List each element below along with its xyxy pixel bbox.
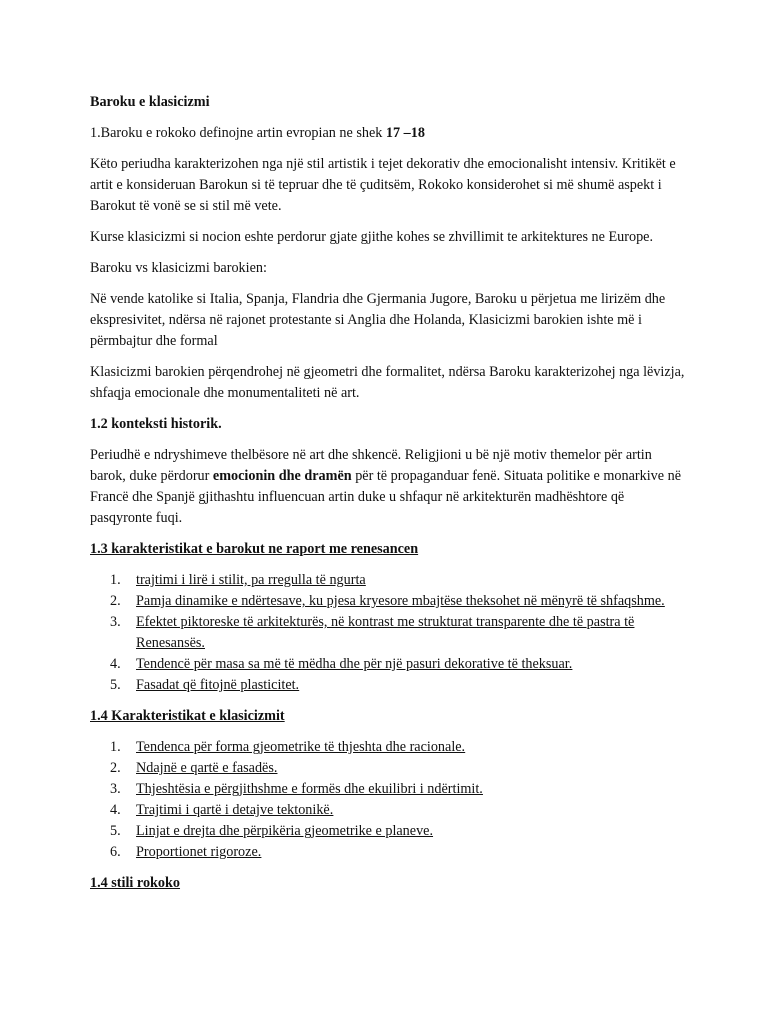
intro-centuries: 17 –18 bbox=[385, 125, 425, 141]
list-item: 2. Pamja dinamike e ndërtesave, ku pjesa kryesore mbajtëse theksohet në mënyrë të shfaqshme. bbox=[110, 593, 665, 609]
paragraph-baroque-vs: Baroku vs klasicizmi barokien: bbox=[90, 260, 267, 276]
classicism-characteristics-list bbox=[90, 737, 690, 863]
section-heading-rococo: 1.4 stili rokoko bbox=[90, 875, 181, 891]
paragraph-regions: Në vende katolike si Italia, Spanja, Flandria dhe Gjermania Jugore, Baroku u përjetua me lirizëm dhe ekspresivitet, ndërsa në rajonet protestante si Anglia dhe Holanda, Klasicizmi barokien ishte më i përmbajtur dhe formal bbox=[90, 291, 666, 349]
list-item: 1. Tendenca për forma gjeometrike të thjeshta dhe racionale. bbox=[110, 739, 466, 755]
list-item: 1. trajtimi i lirë i stilit, pa rregulla të ngurta bbox=[110, 572, 366, 588]
history-text-b: për të propaganduar fenë. Situata politike e monarkive në Francë dhe Spanjë gjithashtu influencuan artin duke u shfaqur në arkitekturën madhështore që pasqyronte fuqi. bbox=[90, 468, 681, 526]
list-item: 6. Proportionet rigoroze. bbox=[110, 844, 262, 860]
document-title: Baroku e klasicizmi bbox=[90, 94, 210, 110]
paragraph-styles: Këto periudha karakterizohen nga një stil artistik i tejet dekorativ dhe emocionalisht intensiv. Kritikët e artit e konsideruan Barokun si të tepruar dhe të çuditsëm, Rokoko konsiderohet si më shumë aspekt i Barokut të vonë se si stil më vete. bbox=[90, 156, 676, 214]
baroque-characteristics-list bbox=[90, 570, 690, 696]
section-heading-classicism-characteristics: 1.4 Karakteristikat e klasicizmit bbox=[90, 708, 285, 724]
list-item: 5. Fasadat që fitojnë plasticitet. bbox=[110, 677, 300, 693]
section-heading-historical-context: 1.2 konteksti historik. bbox=[90, 416, 222, 432]
paragraph-history bbox=[90, 445, 690, 529]
intro-text: 1.Baroku e rokoko definojne artin evropian ne shek bbox=[90, 125, 386, 141]
list-item: 4. Trajtimi i qartë i detajve tektonikë. bbox=[110, 802, 334, 818]
list-item: 3. Thjeshtësia e përgjithshme e formës dhe ekuilibri i ndërtimit. bbox=[110, 781, 483, 797]
section-heading-baroque-characteristics: 1.3 karakteristikat e barokut ne raport me renesancen bbox=[90, 541, 419, 557]
history-text-a: Periudhë e ndryshimeve thelbësore në art dhe shkencë. Religjioni u bë një motiv themelor për artin barok, duke përdorur bbox=[90, 447, 652, 484]
paragraph-comparison: Klasicizmi barokien përqendrohej në gjeometri dhe formalitet, ndërsa Baroku karakterizohej nga lëvizja, shfaqja emocionale dhe monumentaliteti në art. bbox=[90, 364, 685, 401]
list-item: 5. Linjat e drejta dhe përpikëria gjeometrike e planeve. bbox=[110, 823, 434, 839]
intro-paragraph bbox=[90, 123, 690, 144]
list-item: 2. Ndajnë e qartë e fasadës. bbox=[110, 760, 278, 776]
list-item: 3. Efektet piktoreske të arkitekturës, në kontrast me strukturat transparente dhe të pastra të Renesansës. bbox=[110, 614, 635, 651]
paragraph-classicism: Kurse klasicizmi si nocion eshte perdorur gjate gjithe kohes se zhvillimit te arkitektures ne Europe. bbox=[90, 229, 654, 245]
document-page bbox=[90, 92, 690, 904]
list-item: 4. Tendencë për masa sa më të mëdha dhe për një pasuri dekorative të theksuar. bbox=[110, 656, 573, 672]
history-bold: emocionin dhe dramën bbox=[212, 468, 352, 484]
